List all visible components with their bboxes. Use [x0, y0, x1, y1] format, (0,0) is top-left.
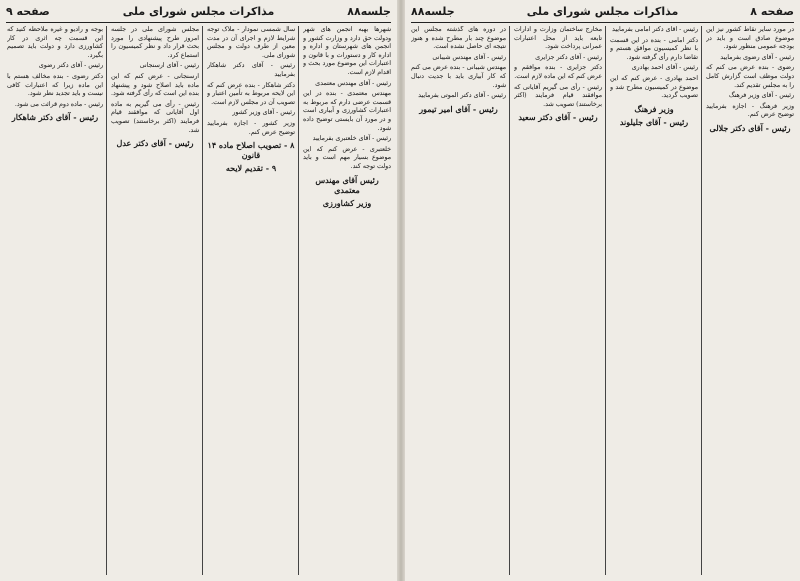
column-paragraph: دکتر شاهکار - بنده عرض کنم که این لایحه مربوط به تأمین اعتبار و تصویب آن در مجلس لازم است. — [207, 81, 295, 106]
left-col-3 — [111, 26, 199, 575]
column-paragraph: در مورد سایر نقاط کشور نیز این موضوع صادق است و باید در بودجه عمومی منظور شود. — [706, 26, 794, 51]
column-paragraph: رئیس - آقای دکتر جزایری — [535, 53, 602, 61]
column-paragraph: وزیر کشور - اجازه بفرمایید توضیح عرض کنم. — [207, 119, 295, 136]
column-paragraph: ارسنجانی - عرض کنم که این ماده باید اصلاح شود و پیشنهاد بنده این است که رأی گرفته شود. — [111, 72, 199, 98]
column-heading: رئیس - آقای دکتر عدل — [116, 138, 194, 149]
column-paragraph: دکتر رضوی - بنده مخالف هستم با این ماده زیرا که اعتبارات کافی نیست و باید تجدید نظر شود. — [7, 72, 103, 98]
column-heading: ۸ - تصویب اصلاح ماده ۱۴ قانون — [207, 140, 295, 161]
column-heading: رئیس - آقای دکتر شاهکار — [11, 112, 99, 123]
column-paragraph: مهندس شیبانی - بنده عرض می کنم که کار آبیاری باید با جدیت دنبال شود. — [411, 64, 506, 89]
right-page-header — [411, 4, 794, 23]
column-heading: ۹ - تقدیم لایحه — [225, 163, 277, 174]
left-col-rule-3 — [106, 26, 107, 575]
column-paragraph: دکتر جزایری - بنده موافقم و عرض کنم که این ماده لازم است. — [514, 64, 602, 80]
column-paragraph: رئیس - آقای دکتر امامی بفرمایید — [612, 26, 698, 33]
column-paragraph: سال شمسی نمودار - ملاک توجه شرایط لازم و اجرای آن در مدت معین از طرف دولت و مجلس شورای ملی. — [207, 26, 295, 59]
right-col-rule-1 — [701, 26, 702, 575]
left-col-4 — [7, 26, 103, 575]
column-paragraph: احمد بهادری - عرض کنم که این موضوع در کمیسیون مطرح شد و تصویب گردید. — [610, 74, 698, 100]
right-page — [405, 0, 800, 581]
column-paragraph: دکتر امامی - بنده در این قسمت با نظر کمیسیون موافق هستم و تقاضا دارم رأی گرفته شود. — [610, 36, 698, 61]
column-heading: رئیس - آقای امیر تیمور — [419, 103, 498, 114]
column-heading: رئیس آقای مهندس معتمدی — [315, 174, 379, 195]
left-page-header — [6, 4, 391, 23]
column-heading: وزیر کشاورزی — [322, 197, 372, 208]
column-paragraph: رئیس - آقای خلعتبری بفرمایید — [312, 135, 391, 143]
column-heading: رئیس - آقای دکتر سعید — [518, 112, 598, 123]
left-col-1 — [303, 26, 391, 575]
column-paragraph: در دوره های گذشته مجلس این موضوع چند بار مطرح شده و هنوز نتیجه ای حاصل نشده است. — [411, 26, 506, 51]
right-page-number: صفحه ۸ — [750, 5, 794, 18]
right-page-session: جلسه۸۸ — [411, 5, 455, 18]
left-page — [0, 0, 397, 581]
left-page-number: صفحه ۹ — [6, 5, 50, 18]
column-paragraph: رئیس - رأی می گیریم به ماده اول آقایانی که موافقند قیام فرمایند (اکثر برخاستند) تصویب شد. — [111, 100, 199, 134]
left-col-rule-1 — [298, 26, 299, 575]
column-heading: وزیر فرهنگ — [634, 103, 674, 114]
column-paragraph: رئیس - آقای ارسنجانی — [139, 62, 199, 70]
left-col-rule-2 — [202, 26, 203, 575]
right-col-rule-2 — [605, 26, 606, 575]
column-paragraph: خلعتبری - عرض کنم که این موضوع بسیار مهم است و باید دولت توجه کند. — [303, 145, 391, 170]
right-col-1 — [706, 26, 794, 575]
column-paragraph: مهندس معتمدی - بنده در این قسمت عرضی دارم که مربوط به اعتبارات کشاورزی و آبیاری است و در مورد آن بایستی توضیح داده شود. — [303, 90, 391, 132]
column-paragraph: مخارج ساختمان وزارت و ادارات تابعه باید از محل اعتبارات عمرانی پرداخت شود. — [514, 26, 602, 51]
right-page-title: مذاکرات مجلس شورای ملی — [526, 5, 679, 18]
column-paragraph: رئیس - آقای دکتر الموتی بفرمایید — [418, 92, 506, 100]
column-paragraph: شهرها بهبه انجمن های شهر ودولت حق دارد و وزارت کشور و انجمن های شهرستان و اداره و اداره کار و دستورات و با قانون و اعتبارات این موضوع مورد بحث و اقدام لازم است. — [303, 26, 391, 76]
column-paragraph: رئیس - آقای دکتر شاهکار بفرمایید — [207, 62, 295, 78]
right-col-4 — [411, 26, 506, 575]
column-paragraph: رئیس - آقای وزیر کشور — [232, 109, 295, 117]
column-paragraph: وزیر فرهنگ - اجازه بفرمایید توضیح عرض کنم. — [706, 102, 794, 119]
right-col-2 — [610, 26, 698, 575]
column-paragraph: رئیس - ماده دوم قرائت می شود. — [14, 100, 103, 108]
column-heading: رئیس - آقای دکتر جلالی — [709, 122, 791, 133]
column-paragraph: بوجه و رادیو و غیره ملاحظه کنید که این قسمت چه اثری در کار کشاورزی دارد و دولت باید تصمیم بگیرد. — [7, 26, 103, 59]
left-page-session: جلسه۸۸ — [347, 5, 391, 18]
right-col-rule-3 — [509, 26, 510, 575]
column-paragraph: رئیس - آقای وزیر فرهنگ — [728, 92, 794, 100]
left-col-2 — [207, 26, 295, 575]
column-paragraph: رئیس - آقای دکتر رضوی — [38, 62, 103, 70]
column-paragraph: رئیس - رأی می گیریم آقایانی که موافقند قیام فرمایند (اکثر برخاستند) تصویب شد. — [514, 83, 602, 108]
page-gutter — [397, 0, 405, 581]
column-paragraph: رئیس - آقای رضوی بفرمایید — [720, 53, 794, 61]
column-paragraph: رئیس - آقای مهندس معتمدی — [315, 79, 391, 87]
column-paragraph: مجلس شورای ملی در جلسه امروز طرح پیشنهادی را مورد بحث قرار داد و نظر کمیسیون را استماع کرد. — [111, 26, 199, 59]
column-paragraph: رضوی - بنده عرض می کنم که دولت موظف است گزارش کامل را به مجلس تقدیم کند. — [706, 64, 794, 89]
column-heading: رئیس - آقای جلیلوند — [619, 116, 689, 127]
left-page-title: مذاکرات مجلس شورای ملی — [122, 5, 275, 18]
right-col-3 — [514, 26, 602, 575]
column-paragraph: رئیس - آقای احمد بهادری — [631, 64, 698, 72]
column-paragraph: رئیس - آقای مهندس شیبانی — [432, 53, 506, 61]
